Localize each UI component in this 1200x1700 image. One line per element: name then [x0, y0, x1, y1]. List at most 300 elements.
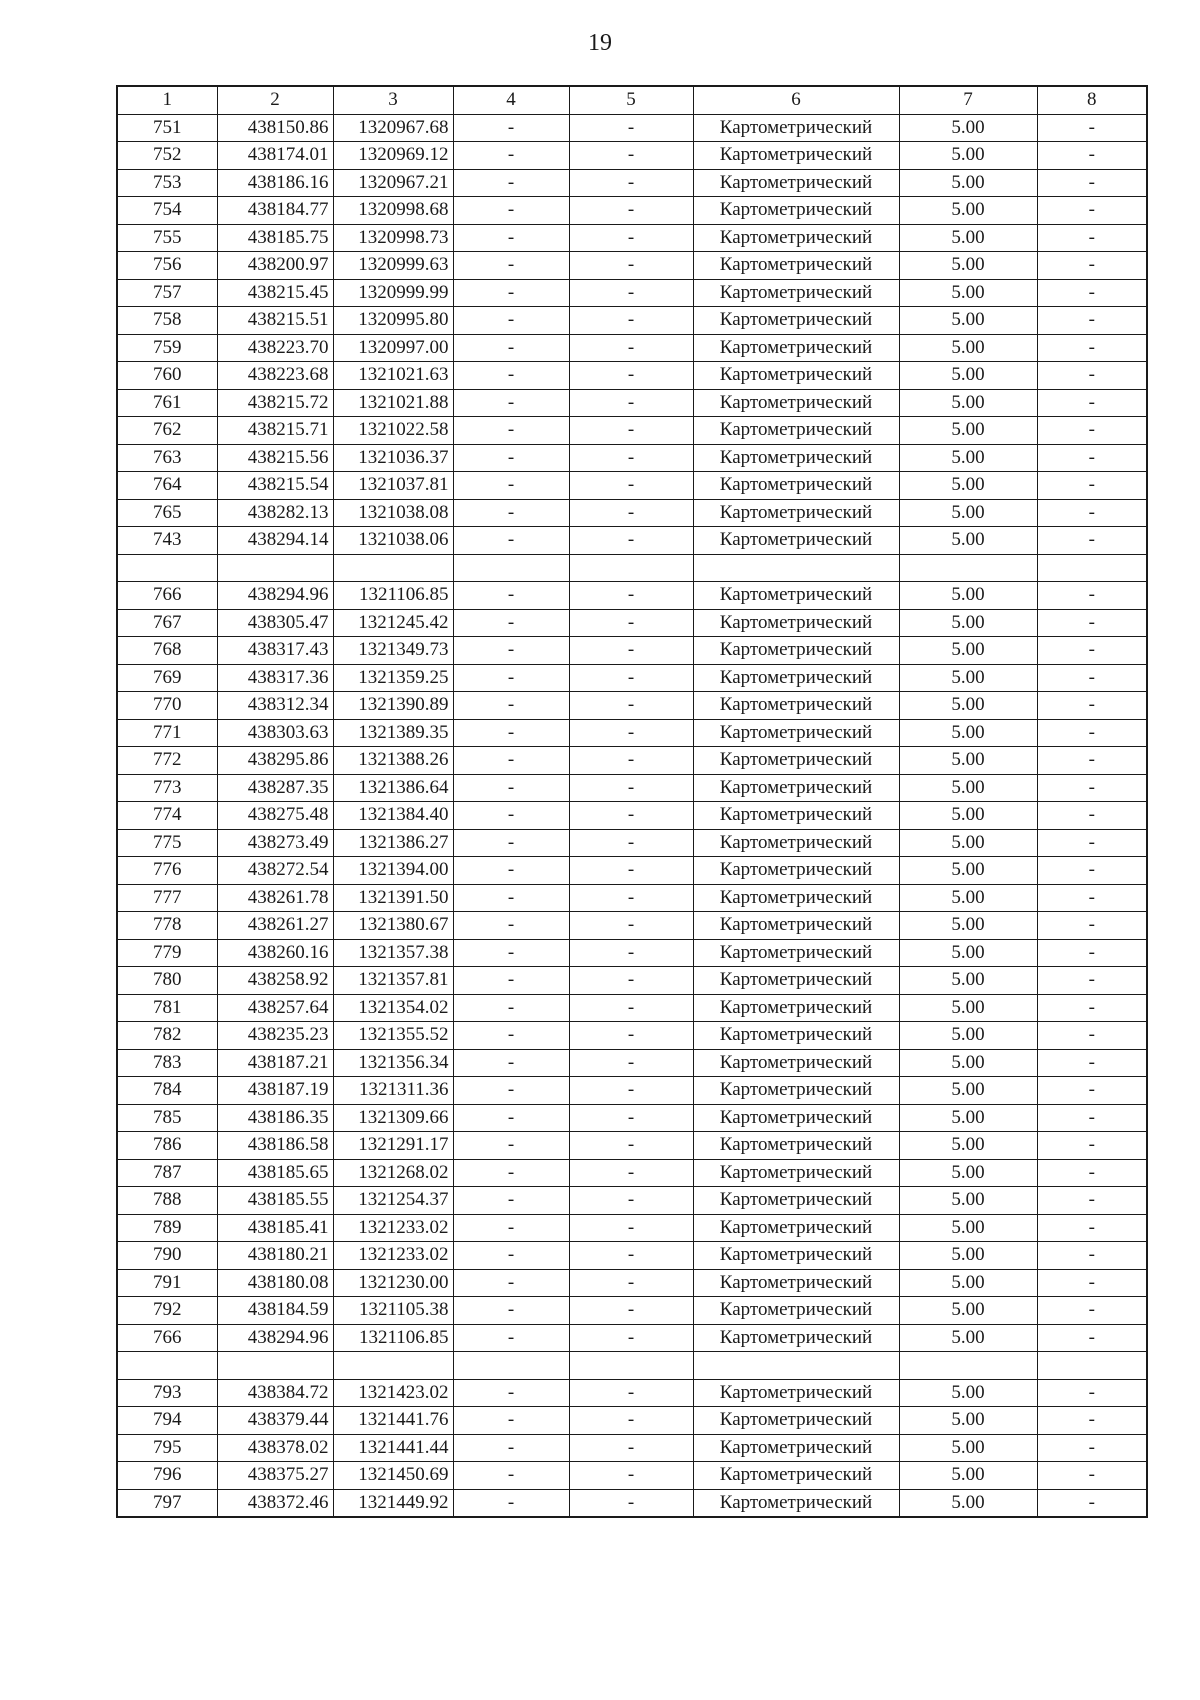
table-cell — [333, 1352, 453, 1380]
table-cell: - — [569, 967, 693, 995]
table-cell: - — [569, 1187, 693, 1215]
table-cell: Картометрический — [693, 1379, 899, 1407]
table-cell: - — [569, 499, 693, 527]
table-cell: 5.00 — [899, 1434, 1037, 1462]
table-row — [117, 554, 1147, 582]
table-cell: - — [453, 692, 569, 720]
page-number: 19 — [588, 30, 612, 56]
table-cell: 5.00 — [899, 1324, 1037, 1352]
table-row — [117, 1187, 1147, 1215]
table-cell: 438257.64 — [217, 994, 333, 1022]
table-cell: - — [453, 142, 569, 170]
table-cell: 780 — [117, 967, 217, 995]
table-cell: 1321230.00 — [333, 1269, 453, 1297]
table-cell: 1321233.02 — [333, 1214, 453, 1242]
table-cell: Картометрический — [693, 664, 899, 692]
table-cell: - — [1037, 637, 1147, 665]
table-cell: - — [569, 1077, 693, 1105]
table-cell: 438305.47 — [217, 609, 333, 637]
table-cell: 5.00 — [899, 472, 1037, 500]
table-cell: 773 — [117, 774, 217, 802]
table-row — [117, 1022, 1147, 1050]
table-cell: Картометрический — [693, 1407, 899, 1435]
table-cell: - — [453, 417, 569, 445]
table-cell: Картометрический — [693, 1297, 899, 1325]
table-cell: - — [569, 142, 693, 170]
table-cell: 751 — [117, 114, 217, 142]
table-cell: Картометрический — [693, 609, 899, 637]
table-cell: 5.00 — [899, 829, 1037, 857]
table-row — [117, 719, 1147, 747]
table-cell: - — [1037, 747, 1147, 775]
table-cell: 438235.23 — [217, 1022, 333, 1050]
table-cell: 760 — [117, 362, 217, 390]
table-cell: Картометрический — [693, 224, 899, 252]
table-cell: 438215.56 — [217, 444, 333, 472]
table-cell: - — [453, 1242, 569, 1270]
table-cell: 5.00 — [899, 1407, 1037, 1435]
table-cell — [1037, 554, 1147, 582]
table-cell: - — [569, 829, 693, 857]
table-cell: - — [569, 857, 693, 885]
table-cell: - — [1037, 664, 1147, 692]
table-cell: 438180.21 — [217, 1242, 333, 1270]
table-cell: - — [453, 1297, 569, 1325]
table-cell: - — [569, 224, 693, 252]
table-cell: 1321384.40 — [333, 802, 453, 830]
table-row — [117, 142, 1147, 170]
table-cell: 794 — [117, 1407, 217, 1435]
table-cell: - — [453, 1214, 569, 1242]
table-cell: 1321038.06 — [333, 527, 453, 555]
table-cell — [569, 1352, 693, 1380]
coordinates-table — [116, 85, 1148, 1518]
table-row — [117, 967, 1147, 995]
table-row — [117, 197, 1147, 225]
table-cell: - — [453, 582, 569, 610]
table-row — [117, 417, 1147, 445]
table-cell: 771 — [117, 719, 217, 747]
table-cell: - — [569, 1159, 693, 1187]
table-cell: 758 — [117, 307, 217, 335]
table-cell: Картометрический — [693, 802, 899, 830]
table-cell: - — [1037, 1187, 1147, 1215]
table-cell: 5.00 — [899, 774, 1037, 802]
table-cell: 743 — [117, 527, 217, 555]
table-cell: 438215.45 — [217, 279, 333, 307]
table-cell: 5.00 — [899, 1242, 1037, 1270]
table-cell: - — [569, 169, 693, 197]
table-cell: - — [453, 1489, 569, 1517]
table-cell: - — [1037, 252, 1147, 280]
table-cell: 5.00 — [899, 197, 1037, 225]
table-cell: Картометрический — [693, 472, 899, 500]
column-header: 8 — [1037, 86, 1147, 114]
table-cell: 438272.54 — [217, 857, 333, 885]
table-cell: - — [569, 1379, 693, 1407]
table-cell: 438294.96 — [217, 582, 333, 610]
table-cell: - — [1037, 939, 1147, 967]
table-row — [117, 307, 1147, 335]
table-cell: - — [453, 252, 569, 280]
table-cell: Картометрический — [693, 967, 899, 995]
table-cell: 777 — [117, 884, 217, 912]
table-cell: 438282.13 — [217, 499, 333, 527]
table-cell: - — [453, 637, 569, 665]
table-cell: Картометрический — [693, 719, 899, 747]
table-row — [117, 1297, 1147, 1325]
table-cell: Картометрический — [693, 774, 899, 802]
table-cell: - — [1037, 802, 1147, 830]
table-cell: - — [569, 114, 693, 142]
table-row — [117, 1077, 1147, 1105]
table-cell: - — [453, 857, 569, 885]
table-cell: - — [453, 1049, 569, 1077]
table-cell: - — [569, 417, 693, 445]
table-cell: 1321441.44 — [333, 1434, 453, 1462]
table-cell: 5.00 — [899, 1187, 1037, 1215]
table-cell: - — [1037, 774, 1147, 802]
table-cell: Картометрический — [693, 1104, 899, 1132]
table-cell: - — [453, 912, 569, 940]
table-cell: 5.00 — [899, 334, 1037, 362]
table-row — [117, 884, 1147, 912]
table-cell: 5.00 — [899, 499, 1037, 527]
table-row — [117, 1049, 1147, 1077]
table-cell: - — [569, 252, 693, 280]
table-row — [117, 389, 1147, 417]
table-cell: 779 — [117, 939, 217, 967]
table-cell: - — [1037, 114, 1147, 142]
table-cell: 1321021.63 — [333, 362, 453, 390]
table-cell: 5.00 — [899, 389, 1037, 417]
table-row — [117, 802, 1147, 830]
table-cell: 1321254.37 — [333, 1187, 453, 1215]
table-cell: 438180.08 — [217, 1269, 333, 1297]
table-cell: - — [569, 389, 693, 417]
table-cell: 756 — [117, 252, 217, 280]
table-cell: 1321037.81 — [333, 472, 453, 500]
table-row — [117, 829, 1147, 857]
table-cell: - — [1037, 444, 1147, 472]
table-cell: - — [1037, 857, 1147, 885]
table-cell: 778 — [117, 912, 217, 940]
table-cell: 763 — [117, 444, 217, 472]
table-cell: 5.00 — [899, 802, 1037, 830]
table-cell: - — [1037, 279, 1147, 307]
table-cell: Картометрический — [693, 1049, 899, 1077]
table-cell: Картометрический — [693, 114, 899, 142]
table-cell: 5.00 — [899, 1022, 1037, 1050]
table-cell: - — [569, 362, 693, 390]
table-cell: - — [1037, 1077, 1147, 1105]
table-cell: 1320998.68 — [333, 197, 453, 225]
table-cell — [453, 1352, 569, 1380]
table-cell: - — [569, 1434, 693, 1462]
table-cell: Картометрический — [693, 1324, 899, 1352]
table-cell: - — [453, 472, 569, 500]
table-cell: 5.00 — [899, 1159, 1037, 1187]
table-cell: 1321021.88 — [333, 389, 453, 417]
table-cell: - — [453, 1324, 569, 1352]
table-row — [117, 747, 1147, 775]
table-cell: - — [569, 527, 693, 555]
table-cell: 1321036.37 — [333, 444, 453, 472]
table-cell: Картометрический — [693, 829, 899, 857]
table-cell: - — [1037, 692, 1147, 720]
table-cell: 438372.46 — [217, 1489, 333, 1517]
table-cell: 438150.86 — [217, 114, 333, 142]
table-cell: - — [569, 1407, 693, 1435]
table-cell: 1321245.42 — [333, 609, 453, 637]
table-cell: 5.00 — [899, 362, 1037, 390]
table-cell: 1321309.66 — [333, 1104, 453, 1132]
table-cell: 1320999.99 — [333, 279, 453, 307]
column-header: 1 — [117, 86, 217, 114]
table-row — [117, 114, 1147, 142]
table-cell: - — [569, 1022, 693, 1050]
table-cell: 775 — [117, 829, 217, 857]
table-cell: Картометрический — [693, 1489, 899, 1517]
table-cell: 5.00 — [899, 527, 1037, 555]
table-cell: 1321441.76 — [333, 1407, 453, 1435]
table-cell: - — [453, 1407, 569, 1435]
table-cell: 5.00 — [899, 307, 1037, 335]
table-cell: - — [569, 1489, 693, 1517]
table-cell — [453, 554, 569, 582]
table-cell: 438200.97 — [217, 252, 333, 280]
table-row — [117, 609, 1147, 637]
table-cell: Картометрический — [693, 1159, 899, 1187]
table-cell: 438294.96 — [217, 1324, 333, 1352]
table-cell: 438378.02 — [217, 1434, 333, 1462]
table-cell: 438215.71 — [217, 417, 333, 445]
table-cell: Картометрический — [693, 197, 899, 225]
table-cell: 5.00 — [899, 1132, 1037, 1160]
table-cell: Картометрический — [693, 994, 899, 1022]
table-cell: - — [1037, 1489, 1147, 1517]
table-cell: 438186.35 — [217, 1104, 333, 1132]
table-cell: 5.00 — [899, 224, 1037, 252]
table-cell: 438261.27 — [217, 912, 333, 940]
table-cell: Картометрический — [693, 692, 899, 720]
table-cell: 1321357.81 — [333, 967, 453, 995]
table-cell — [693, 554, 899, 582]
table-cell: - — [1037, 1434, 1147, 1462]
table-cell: - — [569, 1104, 693, 1132]
table-row — [117, 334, 1147, 362]
table-cell — [899, 554, 1037, 582]
table-cell: - — [453, 224, 569, 252]
table-cell: - — [1037, 1242, 1147, 1270]
table-cell: 1321022.58 — [333, 417, 453, 445]
table-cell: 787 — [117, 1159, 217, 1187]
table-cell: 5.00 — [899, 747, 1037, 775]
table-cell: 1321394.00 — [333, 857, 453, 885]
table-cell: 1321354.02 — [333, 994, 453, 1022]
table-cell: 759 — [117, 334, 217, 362]
table-cell: 5.00 — [899, 1489, 1037, 1517]
table-cell — [217, 1352, 333, 1380]
table-cell: - — [1037, 142, 1147, 170]
table-cell: 1320995.80 — [333, 307, 453, 335]
table-row — [117, 582, 1147, 610]
table-cell: 5.00 — [899, 692, 1037, 720]
table-cell: Картометрический — [693, 1242, 899, 1270]
table-cell: 5.00 — [899, 664, 1037, 692]
table-row — [117, 1434, 1147, 1462]
table-row — [117, 527, 1147, 555]
table-cell: - — [1037, 912, 1147, 940]
table-cell: 438261.78 — [217, 884, 333, 912]
table-cell: Картометрический — [693, 1269, 899, 1297]
table-cell: 438184.77 — [217, 197, 333, 225]
table-cell: - — [569, 582, 693, 610]
table-cell: 1321357.38 — [333, 939, 453, 967]
table-cell: 5.00 — [899, 609, 1037, 637]
column-header: 5 — [569, 86, 693, 114]
table-cell: Картометрический — [693, 444, 899, 472]
table-cell: - — [453, 1187, 569, 1215]
table-cell: - — [1037, 362, 1147, 390]
table-cell: 5.00 — [899, 142, 1037, 170]
table-cell: - — [1037, 1022, 1147, 1050]
table-cell: - — [453, 664, 569, 692]
table-cell: - — [569, 1049, 693, 1077]
table-cell: 1320999.63 — [333, 252, 453, 280]
table-cell: 761 — [117, 389, 217, 417]
table-cell: - — [569, 802, 693, 830]
table-cell: - — [453, 197, 569, 225]
table-cell: 1320969.12 — [333, 142, 453, 170]
table-body — [117, 114, 1147, 1517]
table-cell: - — [569, 197, 693, 225]
table-cell: 764 — [117, 472, 217, 500]
table-cell: - — [1037, 1324, 1147, 1352]
table-cell: - — [453, 1132, 569, 1160]
table-cell — [217, 554, 333, 582]
table-cell: Картометрический — [693, 1434, 899, 1462]
table-cell: 5.00 — [899, 582, 1037, 610]
table-row — [117, 1159, 1147, 1187]
table-cell: 5.00 — [899, 994, 1037, 1022]
table-cell: Картометрический — [693, 334, 899, 362]
column-header: 3 — [333, 86, 453, 114]
table-cell: - — [1037, 1379, 1147, 1407]
table-cell: - — [453, 1379, 569, 1407]
table-row — [117, 362, 1147, 390]
table-cell: 5.00 — [899, 114, 1037, 142]
table-cell: 1320967.68 — [333, 114, 453, 142]
table-cell: 438260.16 — [217, 939, 333, 967]
table-row — [117, 444, 1147, 472]
table-cell: 438303.63 — [217, 719, 333, 747]
table-cell: 438215.51 — [217, 307, 333, 335]
table-row — [117, 1242, 1147, 1270]
table-cell: Картометрический — [693, 362, 899, 390]
table-cell: Картометрический — [693, 142, 899, 170]
table-cell: - — [1037, 1407, 1147, 1435]
table-row — [117, 664, 1147, 692]
table-cell: - — [453, 1462, 569, 1490]
table-cell: Картометрический — [693, 1187, 899, 1215]
table-cell: 438185.55 — [217, 1187, 333, 1215]
table-cell: 757 — [117, 279, 217, 307]
table-cell: - — [569, 747, 693, 775]
table-cell: 788 — [117, 1187, 217, 1215]
table-cell: - — [569, 664, 693, 692]
table-cell: - — [569, 444, 693, 472]
table-cell: 5.00 — [899, 417, 1037, 445]
table-cell: 753 — [117, 169, 217, 197]
table-cell: - — [453, 747, 569, 775]
table-cell: 790 — [117, 1242, 217, 1270]
table-cell: - — [1037, 994, 1147, 1022]
table-cell: - — [453, 609, 569, 637]
table-cell: - — [569, 1269, 693, 1297]
table-cell: 5.00 — [899, 637, 1037, 665]
table-cell: 1321388.26 — [333, 747, 453, 775]
table-cell: 1321106.85 — [333, 1324, 453, 1352]
table-cell: 438312.34 — [217, 692, 333, 720]
table-cell: 755 — [117, 224, 217, 252]
table-cell — [117, 554, 217, 582]
table-cell: - — [569, 912, 693, 940]
table-cell: 1321268.02 — [333, 1159, 453, 1187]
table-cell: Картометрический — [693, 279, 899, 307]
table-cell: 1321386.27 — [333, 829, 453, 857]
table-cell — [117, 1352, 217, 1380]
table-cell: 438184.59 — [217, 1297, 333, 1325]
table-cell: - — [1037, 417, 1147, 445]
table-cell: - — [453, 774, 569, 802]
table-cell: 5.00 — [899, 912, 1037, 940]
table-cell: 438317.43 — [217, 637, 333, 665]
table-row — [117, 1324, 1147, 1352]
table-row — [117, 1489, 1147, 1517]
table-cell: 438215.72 — [217, 389, 333, 417]
table-cell: 782 — [117, 1022, 217, 1050]
table-cell: 5.00 — [899, 967, 1037, 995]
table-cell: Картометрический — [693, 1214, 899, 1242]
table-cell: Картометрический — [693, 417, 899, 445]
table-cell: - — [453, 114, 569, 142]
table-cell: Картометрический — [693, 912, 899, 940]
table-cell: - — [453, 1269, 569, 1297]
table-row — [117, 1407, 1147, 1435]
table-cell: - — [1037, 1214, 1147, 1242]
table-cell: 772 — [117, 747, 217, 775]
table-cell: 792 — [117, 1297, 217, 1325]
table-cell: - — [569, 1297, 693, 1325]
table-cell: 774 — [117, 802, 217, 830]
table-cell: 1321233.02 — [333, 1242, 453, 1270]
table-cell: Картометрический — [693, 884, 899, 912]
table-cell: 1321449.92 — [333, 1489, 453, 1517]
table-cell: Картометрический — [693, 637, 899, 665]
table-row — [117, 1462, 1147, 1490]
table-cell: 1321389.35 — [333, 719, 453, 747]
table-cell: 1321450.69 — [333, 1462, 453, 1490]
table-cell — [569, 554, 693, 582]
table-cell: - — [569, 994, 693, 1022]
table-cell: - — [569, 719, 693, 747]
table-cell: - — [569, 1462, 693, 1490]
table-cell: 438174.01 — [217, 142, 333, 170]
table-cell: 1321423.02 — [333, 1379, 453, 1407]
table-cell: - — [453, 499, 569, 527]
table-cell: 754 — [117, 197, 217, 225]
